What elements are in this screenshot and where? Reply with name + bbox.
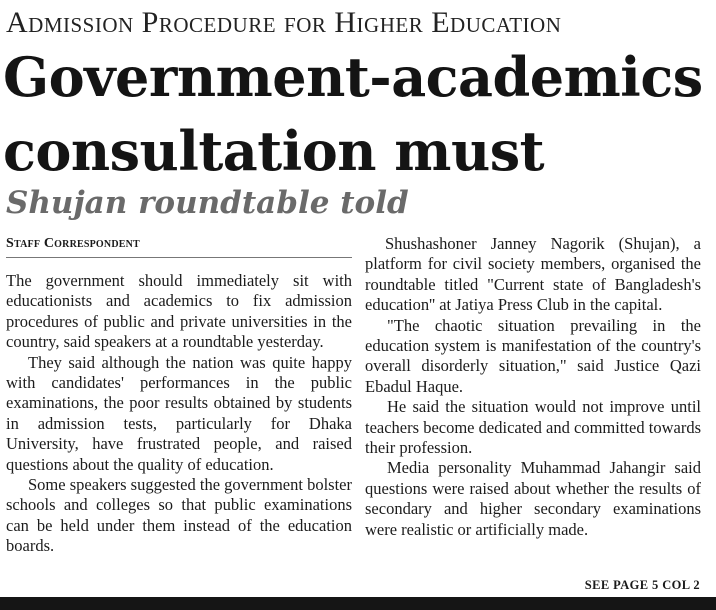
paragraph: He said the situation would not improve until teachers become dedicated and committed towards their profession. bbox=[365, 397, 701, 458]
paragraph: "The chaotic situation prevailing in the education system is manifestation of the country's overall disorderly situation," said Justice Qazi Ebadul Haque. bbox=[365, 315, 701, 396]
paragraph: Media personality Muhammad Jahangir said questions were raised about whether the results of secondary and higher secondary examinations were realistic or artificially made. bbox=[365, 458, 701, 539]
headline: Government-academics consultation must bbox=[3, 45, 703, 183]
kicker: Admission Procedure for Higher Education bbox=[6, 6, 562, 39]
paragraph: Some speakers suggested the government bolster schools and colleges so that public examinations can be held under them instead of the education boards. bbox=[6, 475, 352, 556]
subhead: Shujan roundtable told bbox=[6, 185, 409, 221]
left-column bbox=[6, 271, 352, 557]
right-column bbox=[365, 234, 701, 540]
bottom-border bbox=[0, 597, 716, 610]
paragraph: The government should immediately sit with educationists and academics to fix admission procedures of public and private universities in the country, said speakers at a roundtable yesterday. bbox=[6, 271, 352, 352]
paragraph: They said although the nation was quite happy with candidates' performances in the public examinations, the poor results obtained by students in admission tests, particularly for Dhaka University, have frustrated people, and raised questions about the quality of education. bbox=[6, 352, 352, 474]
continuation-note: SEE PAGE 5 COL 2 bbox=[584, 578, 700, 592]
paragraph: Shushashoner Janney Nagorik (Shujan), a platform for civil society members, organised the roundtable titled "Current state of Bangladesh's education'' at Jatiya Press Club in the capital. bbox=[365, 234, 701, 315]
byline-divider bbox=[6, 257, 352, 258]
byline: Staff Correspondent bbox=[6, 236, 140, 251]
